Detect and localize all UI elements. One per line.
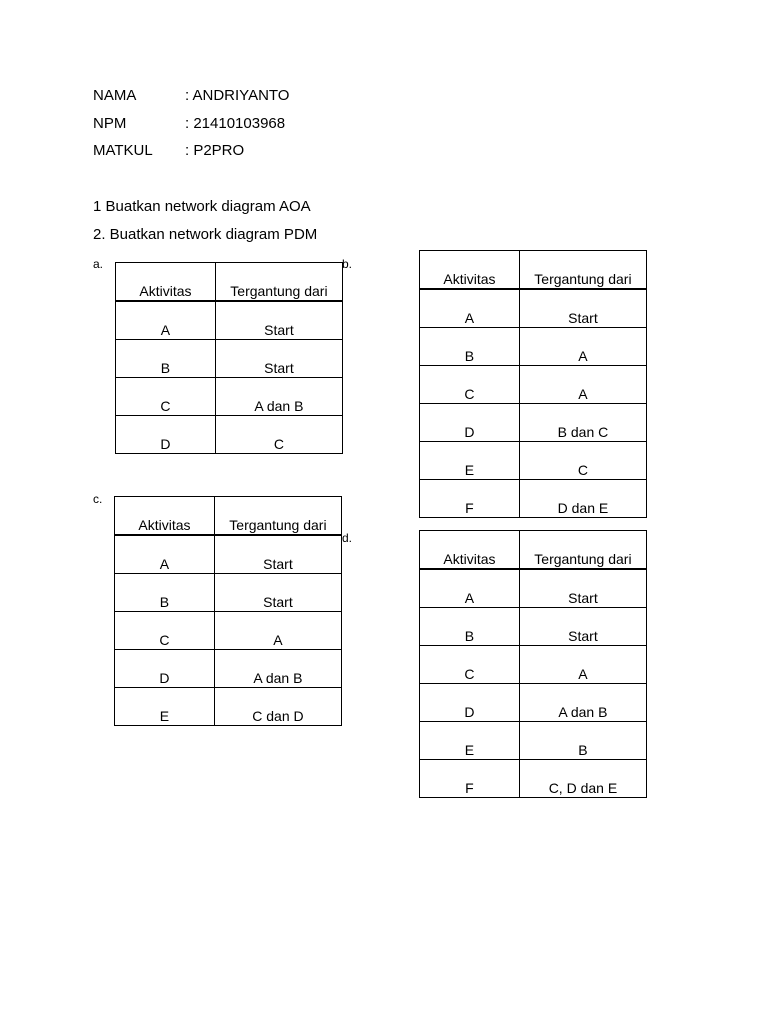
depends-cell: A dan B (214, 650, 341, 688)
depends-cell: C (215, 416, 342, 454)
table-row (116, 340, 343, 378)
activity-cell: C (115, 612, 215, 650)
activity-cell: C (420, 366, 520, 404)
activity-cell: D (116, 416, 216, 454)
table-row (420, 722, 647, 760)
table-row (116, 378, 343, 416)
depends-cell: A dan B (215, 378, 342, 416)
matkul-label: MATKUL (93, 142, 153, 159)
activity-cell: C (420, 646, 520, 684)
activity-cell: E (420, 442, 520, 480)
activity-cell: E (115, 688, 215, 726)
activity-cell: A (420, 569, 520, 608)
depends-cell: A (519, 646, 646, 684)
table-row (420, 684, 647, 722)
task-2: 2. Buatkan network diagram PDM (93, 226, 318, 243)
activity-cell: D (420, 404, 520, 442)
activity-cell: F (420, 480, 520, 518)
table-row (115, 612, 342, 650)
depends-cell: D dan E (519, 480, 646, 518)
depends-cell: B dan C (519, 404, 646, 442)
depends-cell: C dan D (214, 688, 341, 726)
npm-value: : 21410103968 (185, 115, 286, 132)
header-depends: Tergantung dari (519, 251, 646, 290)
table-row (420, 328, 647, 366)
depends-cell: C, D dan E (519, 760, 646, 798)
table-row (420, 366, 647, 404)
activity-cell: B (116, 340, 216, 378)
activity-cell: A (116, 301, 216, 340)
activity-cell: E (420, 722, 520, 760)
table-row (420, 480, 647, 518)
activity-cell: B (115, 574, 215, 612)
table-header-row (420, 531, 647, 570)
header-activity: Aktivitas (116, 263, 216, 302)
activity-cell: A (115, 535, 215, 574)
table-row (420, 608, 647, 646)
table-a (115, 262, 343, 454)
table-row (115, 650, 342, 688)
activity-cell: A (420, 289, 520, 328)
depends-cell: Start (215, 340, 342, 378)
task-1: 1 Buatkan network diagram AOA (93, 198, 311, 215)
table-b (419, 250, 647, 518)
npm-label: NPM (93, 115, 127, 132)
table-header-row (116, 263, 343, 302)
depends-cell: A (214, 612, 341, 650)
activity-cell: B (420, 608, 520, 646)
table-row (115, 688, 342, 726)
table-d (419, 530, 647, 798)
table-c (114, 496, 342, 726)
table-row (420, 289, 647, 328)
depends-cell: C (519, 442, 646, 480)
depends-cell: Start (215, 301, 342, 340)
nama-value: : ANDRIYANTO (185, 87, 290, 104)
table-row (115, 535, 342, 574)
header-activity: Aktivitas (420, 531, 520, 570)
depends-cell: A (519, 366, 646, 404)
header-depends: Tergantung dari (215, 263, 342, 302)
activity-cell: F (420, 760, 520, 798)
table-row (420, 760, 647, 798)
table-header-row (115, 497, 342, 536)
table-row (116, 416, 343, 454)
table-a-label: a. (93, 257, 104, 271)
table-d-label: d. (342, 531, 353, 545)
header-activity: Aktivitas (420, 251, 520, 290)
table-c-label: c. (93, 492, 103, 506)
table-row (115, 574, 342, 612)
table-row (420, 404, 647, 442)
table-header-row (420, 251, 647, 290)
depends-cell: A dan B (519, 684, 646, 722)
activity-cell: D (115, 650, 215, 688)
nama-label: NAMA (93, 87, 137, 104)
activity-cell: C (116, 378, 216, 416)
depends-cell: B (519, 722, 646, 760)
activity-cell: D (420, 684, 520, 722)
table-b-label: b. (342, 257, 353, 271)
depends-cell: Start (519, 608, 646, 646)
header-depends: Tergantung dari (214, 497, 341, 536)
table-row (116, 301, 343, 340)
depends-cell: A (519, 328, 646, 366)
matkul-value: : P2PRO (185, 142, 245, 159)
table-row (420, 569, 647, 608)
depends-cell: Start (214, 574, 341, 612)
table-row (420, 646, 647, 684)
header-depends: Tergantung dari (519, 531, 646, 570)
depends-cell: Start (519, 289, 646, 328)
depends-cell: Start (214, 535, 341, 574)
table-row (420, 442, 647, 480)
header-activity: Aktivitas (115, 497, 215, 536)
depends-cell: Start (519, 569, 646, 608)
activity-cell: B (420, 328, 520, 366)
